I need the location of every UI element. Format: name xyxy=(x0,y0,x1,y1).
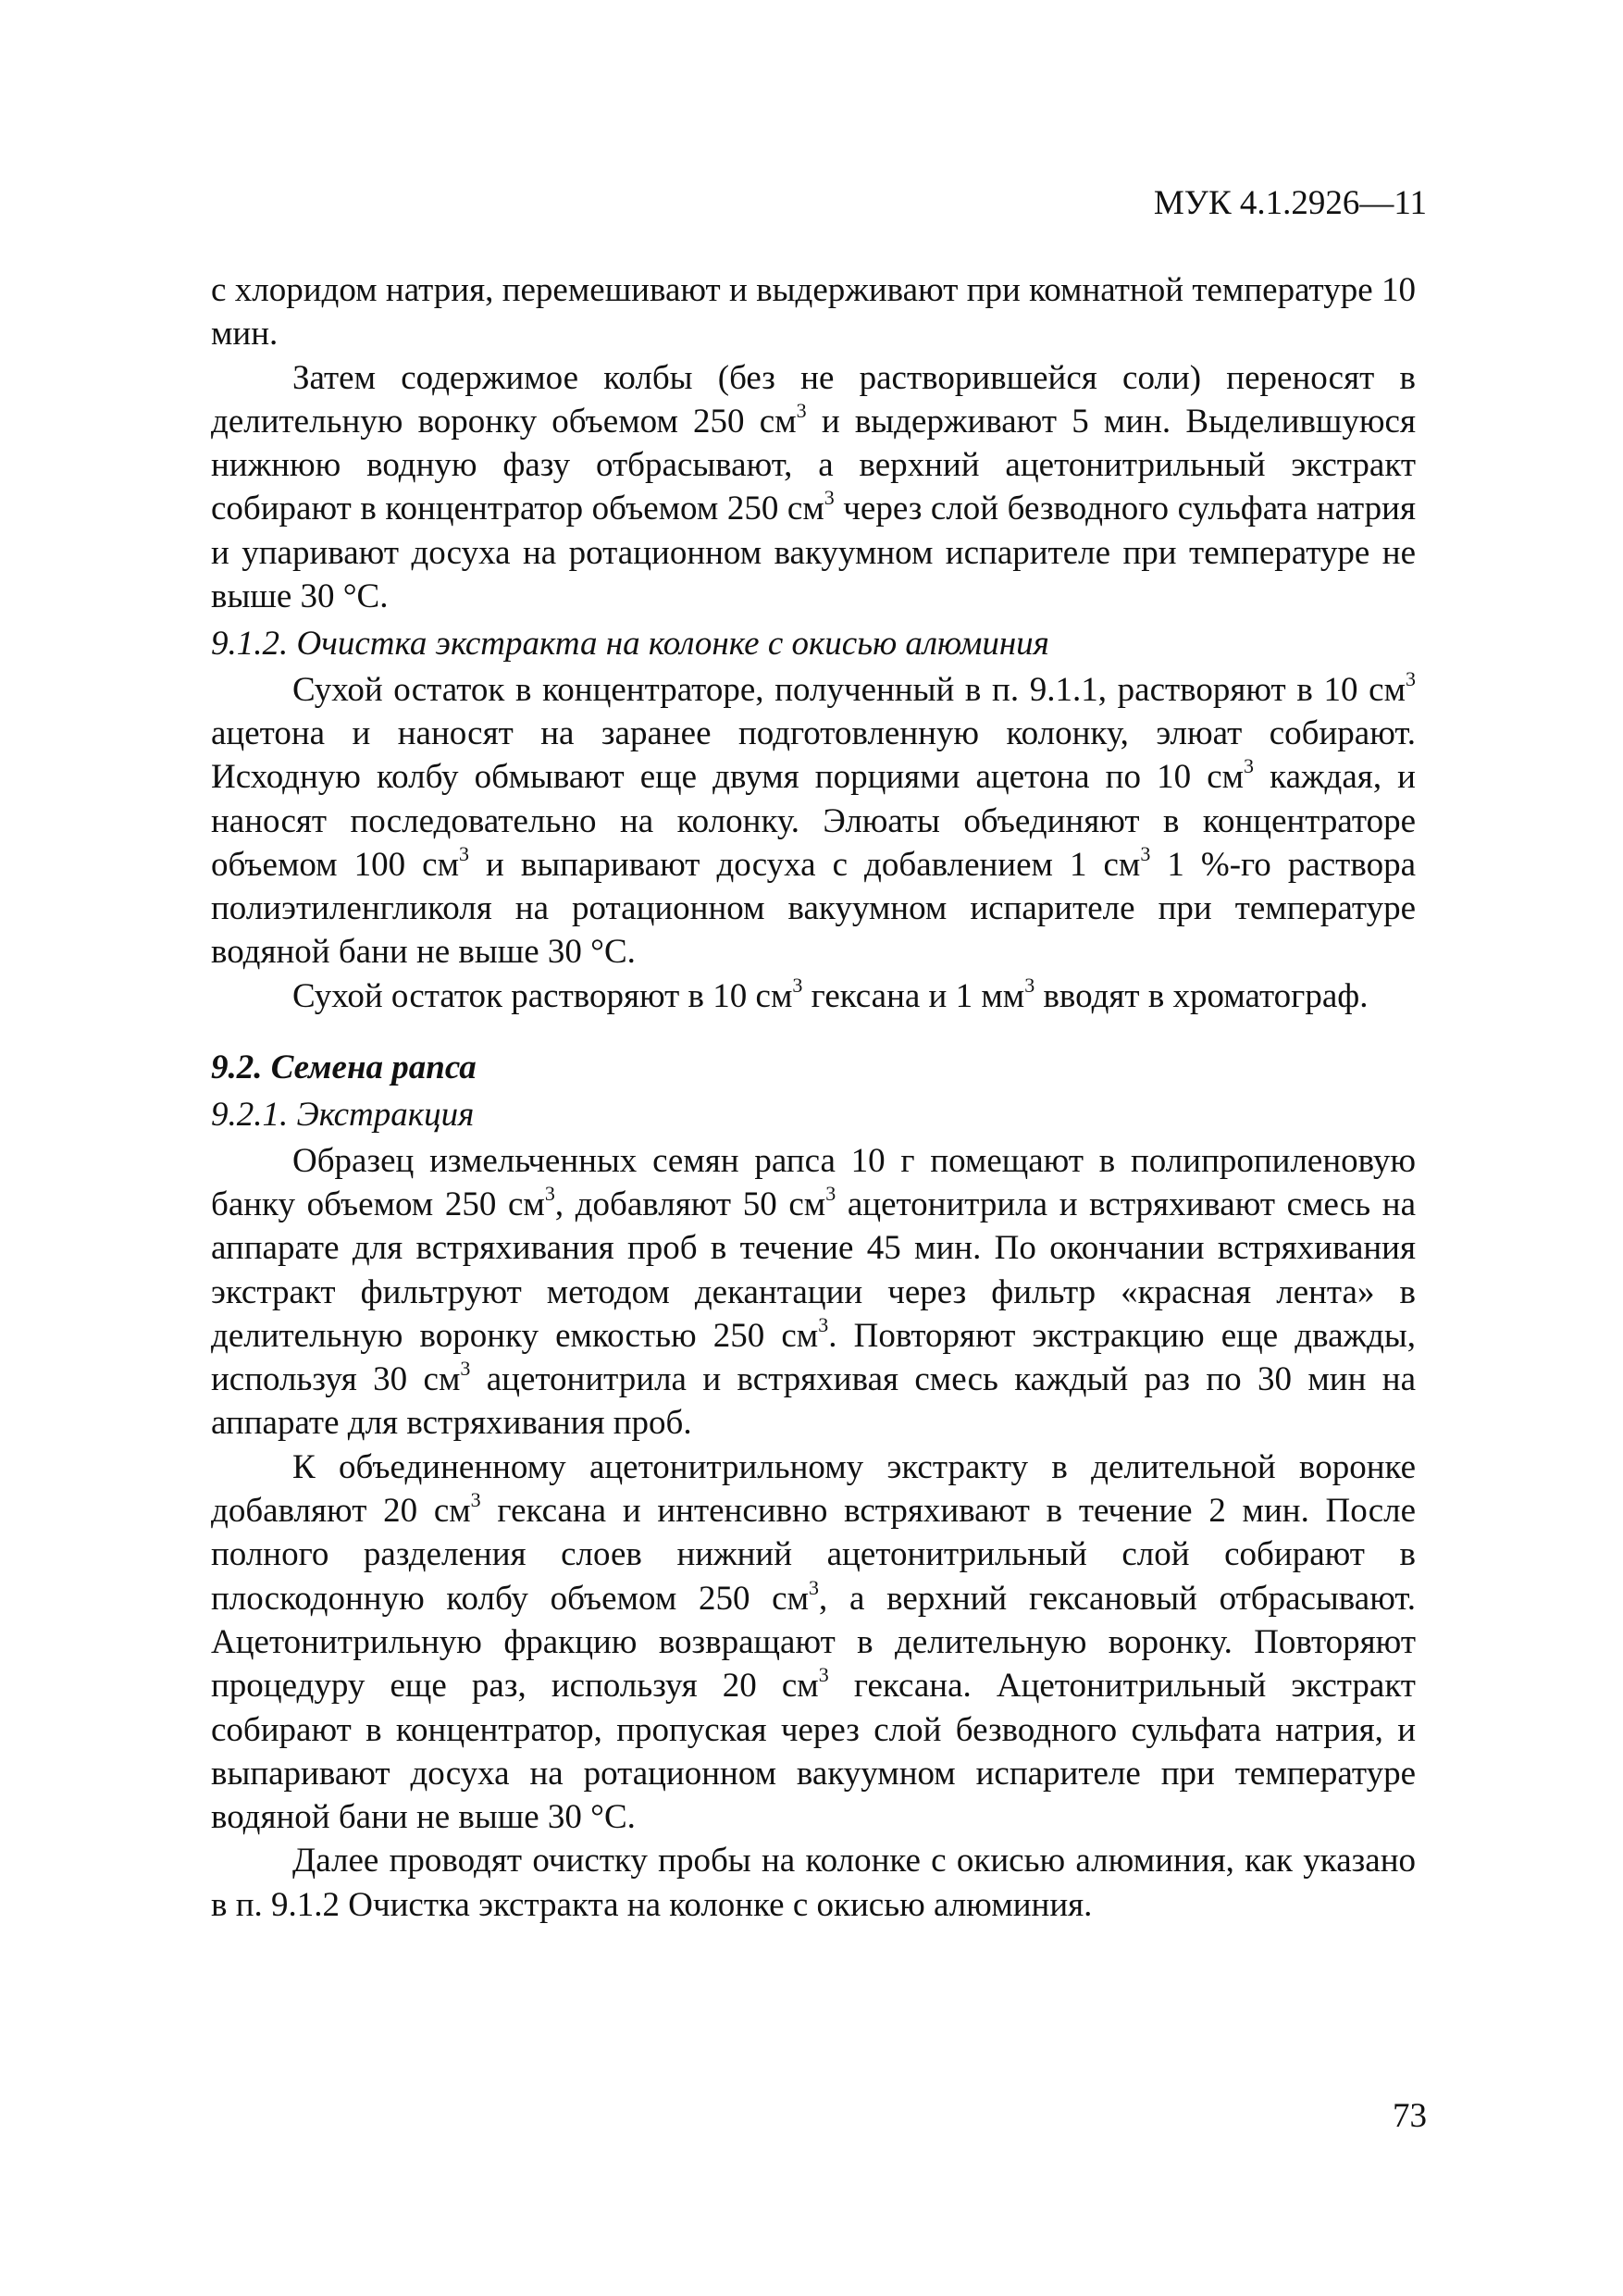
paragraph-text: гексана и 1 мм xyxy=(802,976,1025,1015)
paragraph-text: , а верхний гексановый отбрасывают. Ацетонитрильную фракцию возвращают в делительную воронку. Повторяют процедуру еще раз, используя 20 см xyxy=(211,1579,1416,1706)
subsection-heading-9-2-1: 9.2.1. Экстракция xyxy=(211,1096,475,1135)
superscript-3: 3 xyxy=(1024,973,1035,997)
paragraph-text: Далее проводят очистку пробы на колонке с окисью алюминия, как указано в п. 9.1.2 Очистка экстракта на колонке с окисью алюминия. xyxy=(211,1842,1416,1924)
paragraph-text: Образец измельченных семян рапса 10 г помещают в полипропиленовую банку объемом 250 см xyxy=(211,1141,1416,1223)
paragraph-text: 1 %-го раствора полиэтиленгликоля на ротационном вакуумном испарителе при температуре водяной бани не выше 30 °С. xyxy=(211,845,1416,972)
paragraph-cleanup xyxy=(211,1839,1416,1927)
paragraph-text: Затем содержимое колбы (без не растворившейся соли) переносят в делительную воронку объемом 250 см xyxy=(211,358,1416,441)
superscript-3: 3 xyxy=(1406,666,1416,690)
superscript-3: 3 xyxy=(458,841,469,865)
superscript-3: 3 xyxy=(809,1575,820,1599)
paragraph-text: . Повторяют экстракцию еще дважды, используя 30 см xyxy=(211,1316,1416,1399)
paragraph-dry-residue xyxy=(211,668,1416,974)
superscript-3: 3 xyxy=(825,1181,836,1205)
paragraph-text: Сухой остаток растворяют в 10 см xyxy=(292,976,793,1015)
page-number: 73 xyxy=(1393,2097,1427,2135)
superscript-3: 3 xyxy=(792,973,803,997)
superscript-3: 3 xyxy=(470,1488,481,1512)
superscript-3: 3 xyxy=(796,398,807,422)
paragraph-combined-extract xyxy=(211,1446,1416,1840)
paragraph-text: ацетона и наносят на заранее подготовленную колонку, элюат собирают. Исходную колбу обмывают еще двумя порциями ацетона по 10 см xyxy=(211,714,1416,797)
paragraph-text: с хлоридом натрия, перемешивают и выдерживают при комнатной температуре 10 мин. xyxy=(211,271,1416,354)
document-code-header: МУК 4.1.2926—11 xyxy=(1153,184,1427,222)
paragraph-text: через слой безводного сульфата натрия и упаривают досуха на ротационном вакуумном испарителе при температуре не выше 30 °С. xyxy=(211,490,1416,616)
paragraph-text: Сухой остаток в концентраторе, полученный в п. 9.1.1, растворяют в 10 см xyxy=(292,670,1406,709)
superscript-3: 3 xyxy=(544,1181,555,1205)
superscript-3: 3 xyxy=(824,486,835,510)
paragraph-text: и выпаривают досуха с добавлением 1 см xyxy=(468,845,1141,884)
paragraph-rapeseed-sample xyxy=(211,1139,1416,1446)
paragraph-text: каждая, и наносят последовательно на колонку. Элюаты объединяют в концентраторе объемом 100 см xyxy=(211,758,1416,884)
superscript-3: 3 xyxy=(1140,841,1151,865)
superscript-3: 3 xyxy=(818,1312,829,1336)
paragraph-text: гексана. Ацетонитрильный экстракт собирают в концентратор, пропуская через слой безводного сульфата натрия, и выпаривают досуха на ротационном вакуумном испарителе при температуре водяной бани не выше 30 °С. xyxy=(211,1667,1416,1837)
subsection-heading-9-1-2: 9.1.2. Очистка экстракта на колонке с окисью алюминия xyxy=(211,625,1049,664)
paragraph-text: гексана и интенсивно встряхивают в течение 2 мин. После полного разделения слоев нижний ацетонитрильный слой собирают в плоскодонную колбу объемом 250 см xyxy=(211,1492,1416,1618)
paragraph-text: и выдерживают 5 мин. Выделившуюся нижнюю водную фазу отбрасывают, а верхний ацетонитрильный экстракт собирают в концентратор объемом 250 см xyxy=(211,402,1416,528)
paragraph-text: К объединенному ацетонитрильному экстракту в делительной воронке добавляют 20 см xyxy=(211,1447,1416,1531)
document-body xyxy=(211,268,1416,1927)
superscript-3: 3 xyxy=(460,1357,471,1381)
section-heading-9-2: 9.2. Семена рапса xyxy=(211,1049,477,1087)
paragraph-dissolve xyxy=(211,974,1416,1018)
paragraph-text: , добавляют 50 см xyxy=(554,1185,826,1223)
paragraph-text: вводят в хроматограф. xyxy=(1035,976,1369,1015)
superscript-3: 3 xyxy=(818,1663,829,1687)
paragraph-text: ацетонитрила и встряхивая смесь каждый раз по 30 мин на аппарате для встряхивания проб. xyxy=(211,1360,1416,1443)
superscript-3: 3 xyxy=(1244,754,1255,778)
paragraph-text: ацетонитрила и встряхивают смесь на аппарате для встряхивания проб в течение 45 мин. По окончании встряхивания экстракт фильтруют методом декантации через фильтр «красная лента» в делительную воронку емкостью 250 см xyxy=(211,1185,1416,1355)
paragraph-transfer xyxy=(211,356,1416,619)
paragraph-continuation xyxy=(211,268,1416,356)
